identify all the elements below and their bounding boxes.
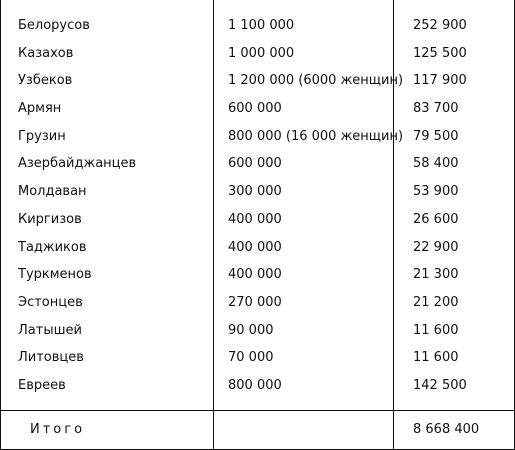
table-row: [0, 40, 515, 68]
nationality-cell: Грузин: [18, 128, 66, 144]
nationality-cell: Латышей: [18, 322, 82, 338]
nationality-cell: Эстонцев: [18, 294, 83, 310]
total-row: [0, 411, 515, 449]
table-body: [0, 12, 515, 400]
value-cell: 79 500: [413, 128, 459, 144]
table-row: [0, 178, 515, 206]
value-cell: 83 700: [413, 101, 459, 117]
nationality-cell: Узбеков: [18, 73, 73, 89]
count-cell: 1 100 000: [228, 18, 295, 33]
value-cell: 252 900: [413, 18, 467, 33]
value-cell: 117 900: [413, 73, 467, 89]
table-row: [0, 206, 515, 234]
value-cell: 125 500: [413, 45, 467, 61]
count-cell: 1 000 000: [228, 45, 295, 61]
table-row: [0, 67, 515, 95]
count-cell: 800 000 (16 000 женщин): [228, 128, 404, 144]
count-cell: 400 000: [228, 239, 282, 255]
value-cell: 142 500: [413, 377, 467, 393]
table-row: [0, 234, 515, 262]
nationality-cell: Туркменов: [18, 267, 92, 283]
value-cell: 22 900: [413, 239, 459, 255]
value-cell: 53 900: [413, 184, 459, 200]
value-cell: 21 300: [413, 267, 459, 283]
count-cell: 270 000: [228, 294, 282, 310]
table-row: [0, 372, 515, 400]
count-cell: 400 000: [228, 211, 282, 227]
count-cell: 800 000: [228, 377, 282, 393]
value-cell: 11 600: [413, 322, 459, 338]
nationality-cell: Литовцев: [18, 350, 84, 366]
table-row: [0, 150, 515, 178]
count-cell: 90 000: [228, 322, 274, 338]
count-cell: 600 000: [228, 156, 282, 172]
value-cell: 58 400: [413, 156, 459, 172]
count-cell: 600 000: [228, 101, 282, 117]
nationality-cell: Молдаван: [18, 184, 87, 200]
total-label: Итого: [30, 422, 86, 437]
value-cell: 11 600: [413, 350, 459, 366]
nationality-cell: Казахов: [18, 45, 74, 61]
table-row: [0, 95, 515, 123]
nationality-cell: Киргизов: [18, 211, 82, 227]
value-cell: 21 200: [413, 294, 459, 310]
nationality-cell: Азербайджанцев: [18, 156, 137, 172]
count-cell: 70 000: [228, 350, 274, 366]
nationality-cell: Армян: [18, 101, 62, 117]
count-cell: 400 000: [228, 267, 282, 283]
table-row: [0, 12, 515, 40]
table-row: [0, 317, 515, 345]
table-row: [0, 289, 515, 317]
table-row: [0, 344, 515, 372]
value-cell: 26 600: [413, 211, 459, 227]
count-cell: 1 200 000 (6000 женщин): [228, 73, 404, 89]
nationality-cell: Таджиков: [18, 239, 87, 255]
total-value-cell: 8 668 400: [413, 422, 480, 437]
nationality-cell: Белорусов: [18, 18, 90, 33]
table-row: [0, 123, 515, 151]
table-row: [0, 261, 515, 289]
nationality-cell: Евреев: [18, 377, 66, 393]
count-cell: 300 000: [228, 184, 282, 200]
